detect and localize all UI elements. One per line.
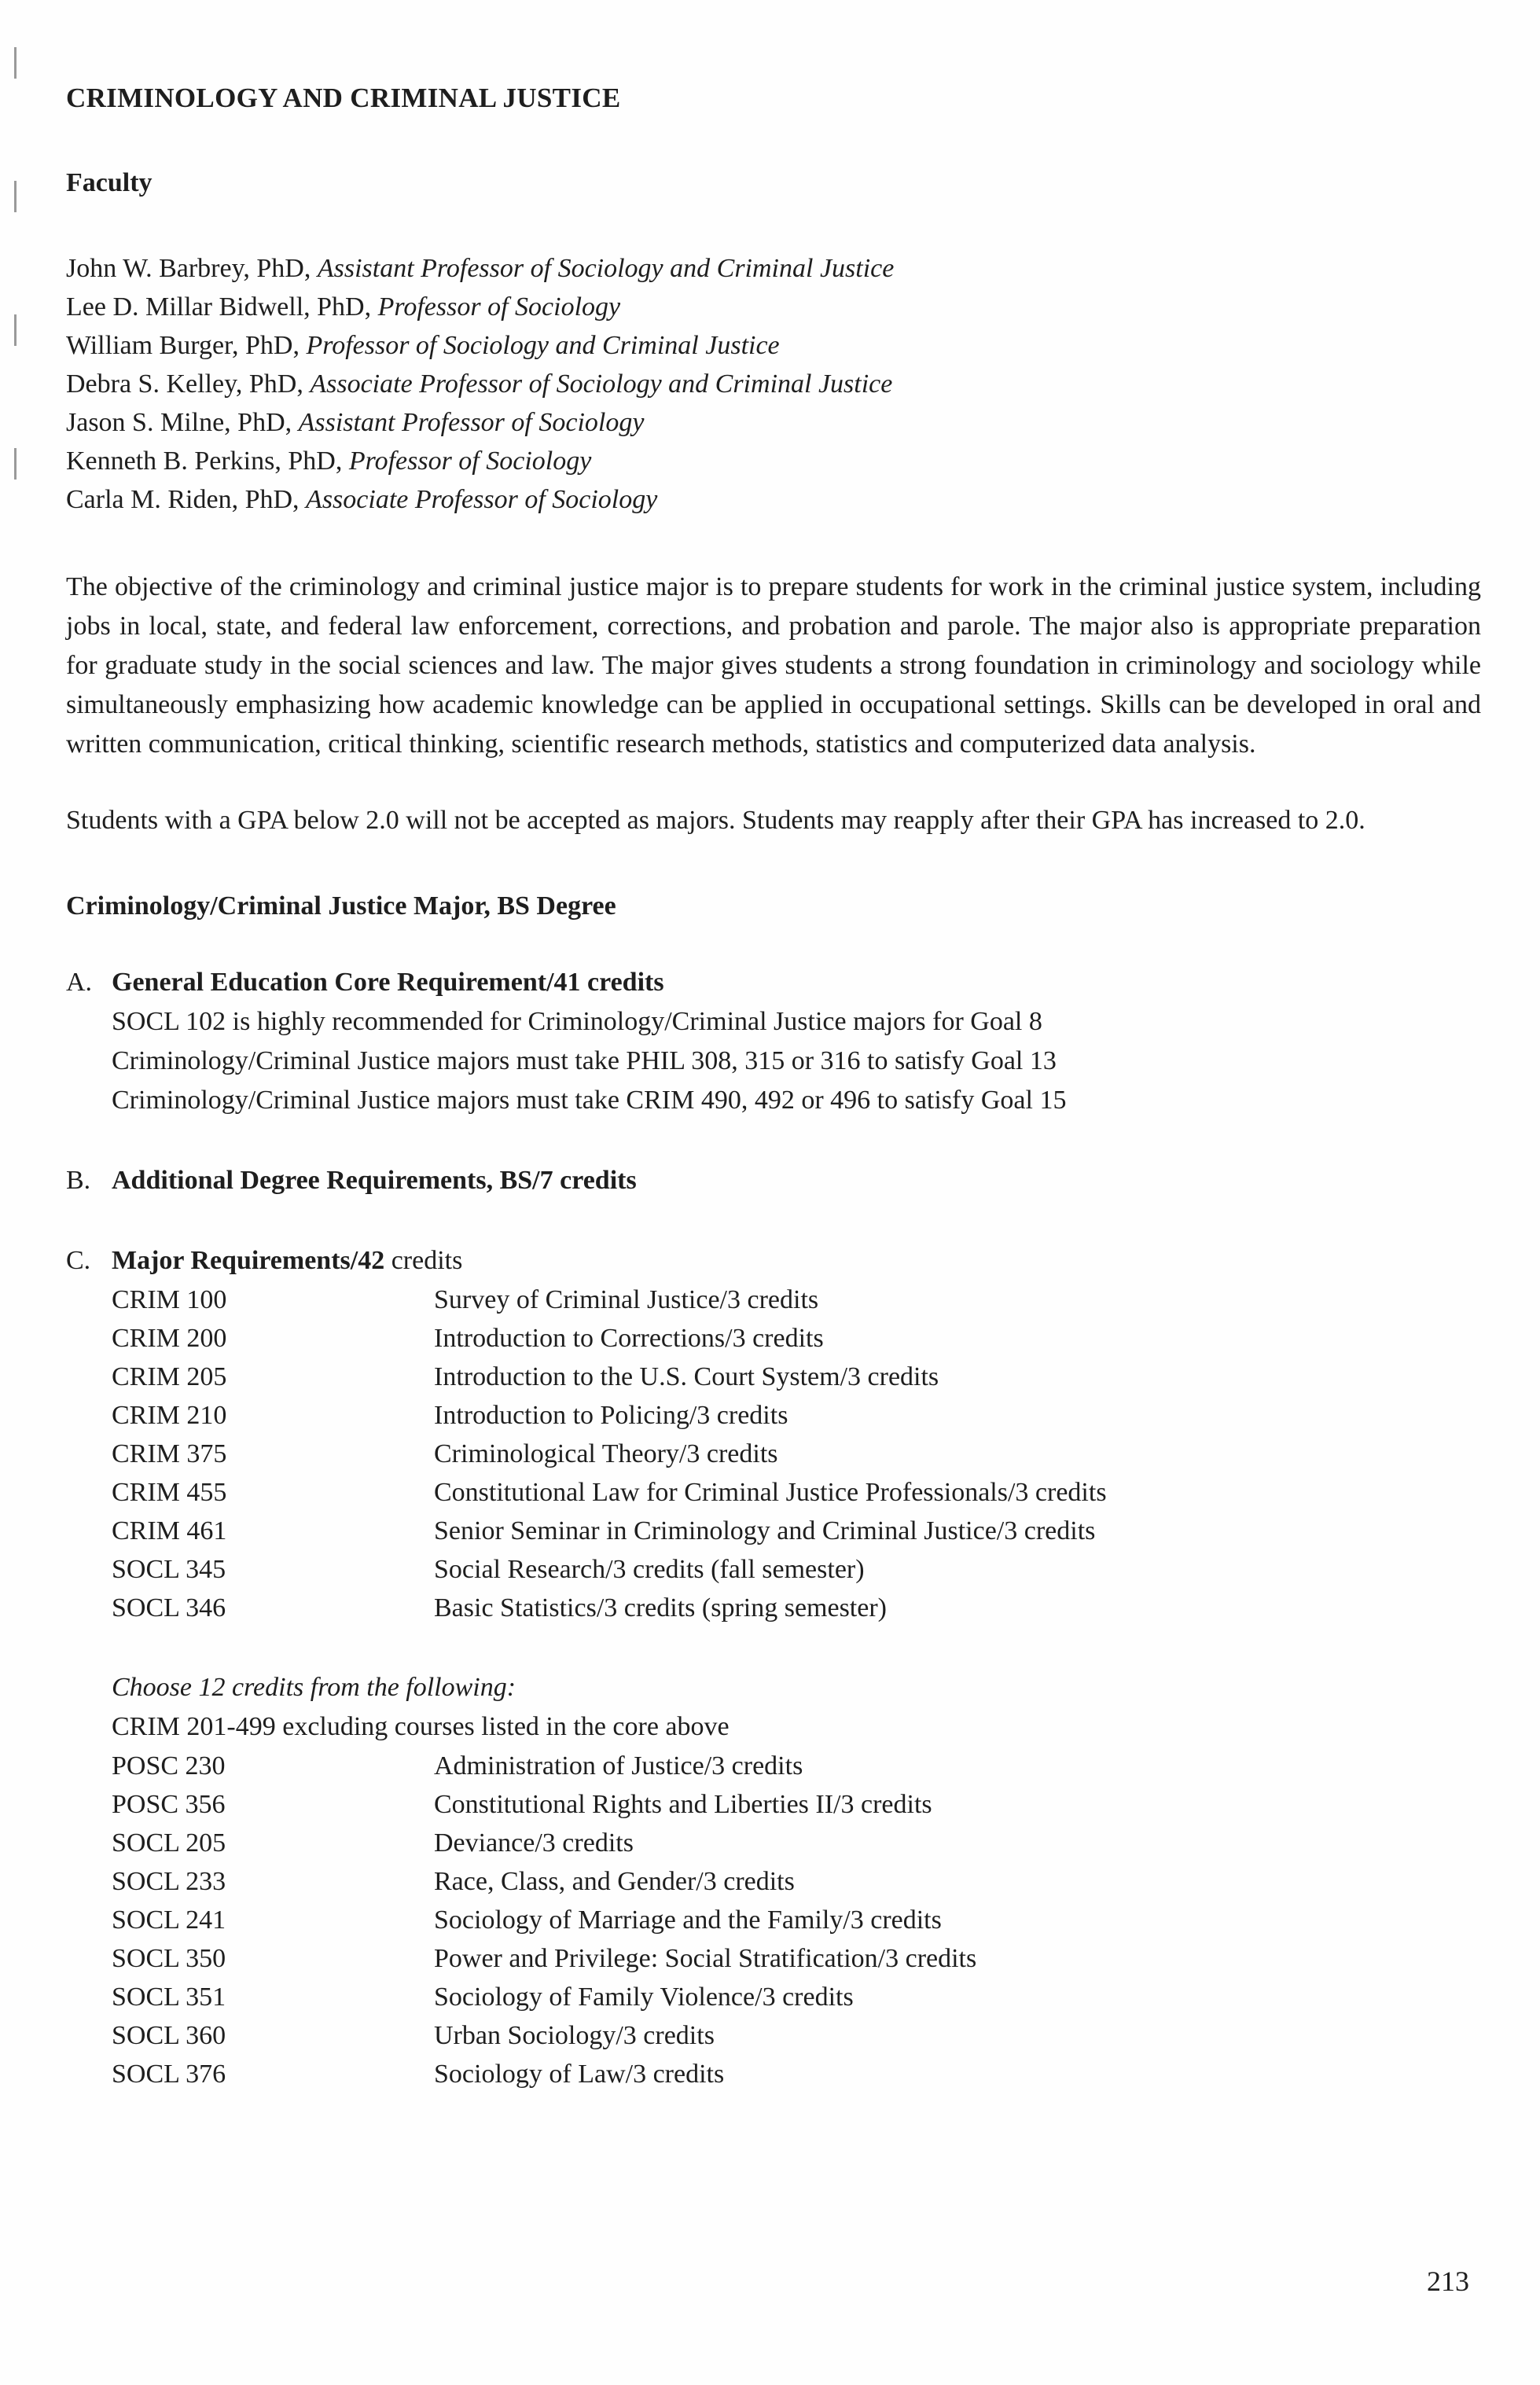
faculty-name: Jason S. Milne, PhD, — [66, 408, 292, 437]
requirement-note: Criminology/Criminal Justice majors must take CRIM 490, 492 or 496 to satisfy Goal 15 — [112, 1086, 1067, 1115]
course-description: Administration of Justice/3 credits — [434, 1751, 803, 1780]
faculty-name: John W. Barbrey, PhD, — [66, 254, 311, 283]
gpa-paragraph: Students with a GPA below 2.0 will not be accepted as majors. Students may reapply after their GPA has increased to 2.0. — [66, 806, 1365, 835]
section-heading — [66, 1241, 1481, 1281]
course-code: SOCL 351 — [112, 1983, 226, 2012]
faculty-role: Professor of Sociology — [377, 292, 621, 322]
course-row — [112, 1435, 1481, 1473]
elective-row — [112, 1862, 1481, 1901]
elective-row — [112, 1901, 1481, 1939]
requirement-note: Criminology/Criminal Justice majors must take PHIL 308, 315 or 316 to satisfy Goal 13 — [112, 1046, 1057, 1075]
course-description: Race, Class, and Gender/3 credits — [434, 1867, 795, 1896]
faculty-member — [66, 288, 1481, 326]
course-code: SOCL 376 — [112, 2060, 226, 2089]
faculty-role: Associate Professor of Sociology — [306, 485, 658, 514]
page-number: 213 — [1427, 2266, 1469, 2297]
section-heading — [66, 963, 1481, 1002]
elective-row — [112, 2016, 1481, 2055]
section-letter: A. — [66, 968, 93, 997]
faculty-role: Professor of Sociology and Criminal Justice — [306, 331, 780, 360]
course-code: CRIM 100 — [112, 1285, 227, 1314]
section-letter: B. — [66, 1166, 91, 1195]
page-title: CRIMINOLOGY AND CRIMINAL JUSTICE — [66, 83, 621, 113]
course-code: CRIM 461 — [112, 1516, 227, 1545]
course-code: SOCL 345 — [112, 1555, 226, 1584]
faculty-name: Kenneth B. Perkins, PhD, — [66, 446, 343, 476]
faculty-member — [66, 442, 1481, 480]
elective-row — [112, 1747, 1481, 1785]
elective-row — [112, 1824, 1481, 1862]
course-code: CRIM 205 — [112, 1362, 227, 1391]
section-letter: C. — [66, 1246, 91, 1275]
required-course-list — [112, 1281, 1481, 2093]
course-code: SOCL 205 — [112, 1828, 226, 1858]
faculty-list — [66, 249, 1481, 519]
course-row — [112, 1473, 1481, 1512]
faculty-role: Assistant Professor of Sociology and Criminal Justice — [317, 254, 895, 283]
course-description: Urban Sociology/3 credits — [434, 2021, 715, 2050]
course-description: Introduction to the U.S. Court System/3 credits — [434, 1362, 939, 1391]
section-heading — [66, 1161, 1481, 1200]
scan-edge-mark — [14, 47, 17, 79]
course-code: POSC 356 — [112, 1790, 226, 1819]
faculty-name: Debra S. Kelley, PhD, — [66, 369, 303, 399]
elective-heading: Choose 12 credits from the following: — [112, 1673, 516, 1702]
faculty-member — [66, 326, 1481, 365]
scan-edge-mark — [14, 314, 17, 346]
section-major-requirements — [66, 1241, 1481, 2093]
section-label: General Education Core Requirement/41 credits — [112, 968, 664, 997]
elective-row — [112, 1785, 1481, 1824]
course-row — [112, 1319, 1481, 1358]
section-general-education — [66, 963, 1481, 1120]
course-row — [112, 1512, 1481, 1550]
course-description: Deviance/3 credits — [434, 1828, 634, 1858]
course-description: Constitutional Rights and Liberties II/3 credits — [434, 1790, 932, 1819]
section-additional-degree — [66, 1161, 1481, 1200]
scan-edge-mark — [14, 448, 17, 480]
course-description: Basic Statistics/3 credits (spring semester) — [434, 1593, 887, 1622]
section-label-suffix: credits — [384, 1246, 463, 1275]
course-row — [112, 1358, 1481, 1396]
course-code: SOCL 346 — [112, 1593, 226, 1622]
course-description: Power and Privilege: Social Stratification/3 credits — [434, 1944, 977, 1973]
faculty-member — [66, 249, 1481, 288]
course-row — [112, 1281, 1481, 1319]
faculty-heading: Faculty — [66, 168, 153, 197]
section-label: Major Requirements/42 — [112, 1246, 385, 1275]
course-row — [112, 1589, 1481, 1627]
faculty-name: William Burger, PhD, — [66, 331, 300, 360]
course-code: CRIM 455 — [112, 1478, 227, 1507]
course-code: POSC 230 — [112, 1751, 226, 1780]
document-page — [66, 79, 1481, 2093]
course-code: SOCL 350 — [112, 1944, 226, 1973]
course-code: SOCL 233 — [112, 1867, 226, 1896]
course-description: Criminological Theory/3 credits — [434, 1439, 778, 1468]
requirement-note: SOCL 102 is highly recommended for Criminology/Criminal Justice majors for Goal 8 — [112, 1007, 1042, 1036]
course-description: Sociology of Marriage and the Family/3 credits — [434, 1905, 942, 1935]
elective-intro: CRIM 201-499 excluding courses listed in the core above — [112, 1712, 730, 1741]
course-code: SOCL 241 — [112, 1905, 226, 1935]
objective-paragraph: The objective of the criminology and criminal justice major is to prepare students for work in the criminal justice system, including jobs in local, state, and federal law enforcement, corrections, and probation and parole. The major also is appropriate preparation for graduate study in the social sciences and law. The major gives students a strong foundation in criminology and sociology while simultaneously emphasizing how academic knowledge can be applied in occupational settings. Skills can be developed in oral and written communication, critical thinking, scientific research methods, statistics and computerized data analysis. — [66, 572, 1481, 759]
faculty-member — [66, 365, 1481, 403]
elective-row — [112, 2055, 1481, 2093]
faculty-role: Professor of Sociology — [348, 446, 592, 476]
faculty-member — [66, 480, 1481, 519]
faculty-name: Carla M. Riden, PhD, — [66, 485, 300, 514]
course-description: Senior Seminar in Criminology and Criminal Justice/3 credits — [434, 1516, 1096, 1545]
course-code: SOCL 360 — [112, 2021, 226, 2050]
faculty-name: Lee D. Millar Bidwell, PhD, — [66, 292, 372, 322]
course-description: Introduction to Corrections/3 credits — [434, 1324, 824, 1353]
course-description: Survey of Criminal Justice/3 credits — [434, 1285, 819, 1314]
elective-row — [112, 1978, 1481, 2016]
course-description: Introduction to Policing/3 credits — [434, 1401, 788, 1430]
course-code: CRIM 210 — [112, 1401, 227, 1430]
course-row — [112, 1550, 1481, 1589]
course-code: CRIM 200 — [112, 1324, 227, 1353]
section-label: Additional Degree Requirements, BS/7 credits — [112, 1166, 637, 1195]
faculty-role: Associate Professor of Sociology and Criminal Justice — [310, 369, 893, 399]
faculty-role: Assistant Professor of Sociology — [298, 408, 645, 437]
degree-title: Criminology/Criminal Justice Major, BS Degree — [66, 891, 616, 921]
course-description: Sociology of Family Violence/3 credits — [434, 1983, 854, 2012]
course-description: Social Research/3 credits (fall semester) — [434, 1555, 865, 1584]
scan-edge-mark — [14, 181, 17, 212]
elective-row — [112, 1939, 1481, 1978]
faculty-member — [66, 403, 1481, 442]
course-description: Sociology of Law/3 credits — [434, 2060, 725, 2089]
course-row — [112, 1396, 1481, 1435]
course-description: Constitutional Law for Criminal Justice Professionals/3 credits — [434, 1478, 1107, 1507]
course-code: CRIM 375 — [112, 1439, 227, 1468]
